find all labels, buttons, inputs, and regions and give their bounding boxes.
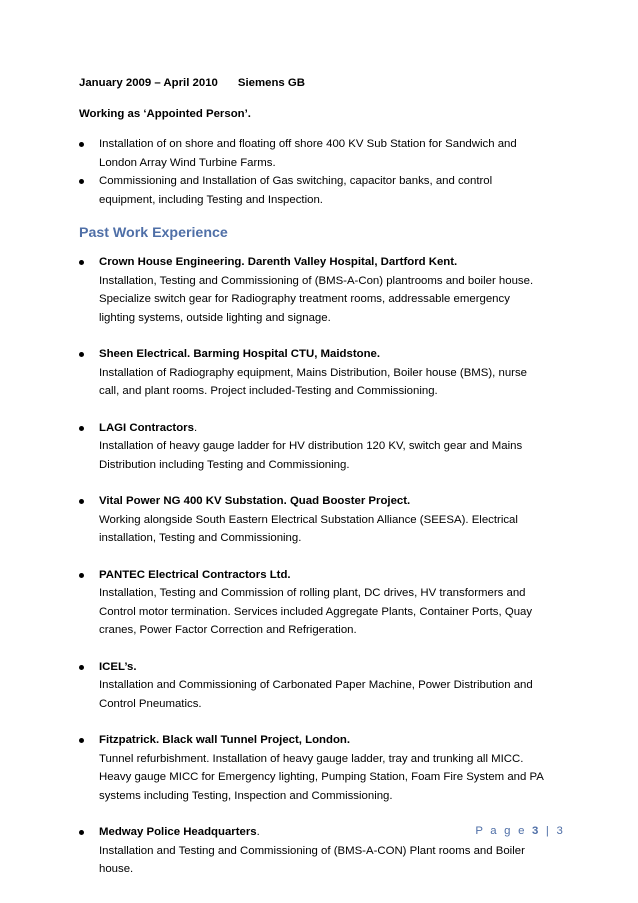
list-item <box>79 345 564 401</box>
item-title: ICEL’s. <box>99 660 137 673</box>
bullet-icon <box>79 738 84 743</box>
item-line: Heavy gauge MICC for Emergency lighting, Pumping Station, Foam Fire System and PA <box>99 771 544 783</box>
list-item <box>79 658 564 714</box>
role-line: Working as ‘Appointed Person’. <box>79 107 251 120</box>
bullet-icon <box>79 499 84 504</box>
page-separator: | <box>545 825 552 837</box>
item-line: Installation, Testing and Commission of rolling plant, DC drives, HV transformers and <box>99 587 526 599</box>
item-title-suffix: . <box>256 826 260 838</box>
item-title: PANTEC Electrical Contractors Ltd. <box>99 568 291 581</box>
item-line: Installation and Testing and Commissioning of (BMS-A-CON) Plant rooms and Boiler <box>99 844 525 857</box>
item-line: Specialize switch gear for Radiography treatment rooms, addressable emergency <box>99 293 510 305</box>
item-title: Fitzpatrick. Black wall Tunnel Project, London. <box>99 734 351 746</box>
item-line: London Array Wind Turbine Farms. <box>99 156 276 169</box>
item-line: house. <box>99 863 134 875</box>
total-pages: 3 <box>556 825 565 837</box>
bullet-icon <box>79 260 84 265</box>
item-line: Distribution including Testing and Commissioning. <box>99 458 350 471</box>
item-line: call, and plant rooms. Project included-Testing and Commissioning. <box>99 385 438 397</box>
item-title: Medway Police Headquarters <box>99 826 257 838</box>
bullet-icon <box>79 352 84 357</box>
item-line: Installation and Commissioning of Carbonated Paper Machine, Power Distribution and <box>99 679 533 691</box>
item-line: Working alongside South Eastern Electrical Substation Alliance (SEESA). Electrical <box>99 513 518 526</box>
item-title: Vital Power NG 400 KV Substation. Quad Booster Project. <box>99 495 411 507</box>
item-title: Sheen Electrical. Barming Hospital CTU, Maidstone. <box>99 348 381 360</box>
item-line: equipment, including Testing and Inspection. <box>99 193 323 206</box>
list-item <box>79 419 564 475</box>
list-item <box>79 253 564 327</box>
item-line: Installation of heavy gauge ladder for HV distribution 120 KV, switch gear and Mains <box>99 440 523 452</box>
bullet-icon <box>79 665 84 670</box>
item-line: Control motor termination. Services included Aggregate Plants, Container Ports, Quay <box>99 605 533 618</box>
employment-company: Siemens GB <box>237 77 305 89</box>
employment-header <box>79 74 564 93</box>
item-line: lighting systems, outside lighting and signage. <box>99 311 331 324</box>
current-duties-list <box>79 135 564 209</box>
list-item <box>79 172 564 209</box>
section-title: Past Work Experience <box>79 225 228 241</box>
item-line: Installation of on shore and floating off shore 400 KV Sub Station for Sandwich and <box>99 138 517 150</box>
list-item <box>79 731 564 805</box>
item-line: Commissioning and Installation of Gas switching, capacitor banks, and control <box>99 175 493 187</box>
bullet-icon <box>79 142 84 147</box>
item-line: cranes, Power Factor Correction and Refrigeration. <box>99 624 357 636</box>
bullet-icon <box>79 426 84 431</box>
item-line: systems including Testing, Inspection and Commissioning. <box>99 789 393 802</box>
list-item <box>79 135 564 172</box>
bullet-icon <box>79 179 84 184</box>
item-title-line <box>99 419 564 438</box>
page-footer <box>470 822 565 841</box>
page-label: P a g e <box>475 825 527 837</box>
item-line: Control Pneumatics. <box>99 697 202 710</box>
item-title: LAGI Contractors <box>99 421 194 434</box>
page-number: 3 <box>531 825 541 837</box>
list-item <box>79 492 564 548</box>
page-content <box>79 74 564 897</box>
employment-dates: January 2009 – April 2010 <box>79 77 218 89</box>
item-title-suffix: . <box>193 421 198 434</box>
item-line: Installation, Testing and Commissioning of (BMS-A-Con) plantrooms and boiler house. <box>99 274 534 287</box>
item-line: Installation of Radiography equipment, Mains Distribution, Boiler house (BMS), nurse <box>99 366 527 379</box>
bullet-icon <box>79 573 84 578</box>
item-line: installation, Testing and Commissioning. <box>99 532 302 544</box>
list-item <box>79 566 564 640</box>
item-title: Crown House Engineering. Darenth Valley Hospital, Dartford Kent. <box>99 256 458 268</box>
past-experience-list <box>79 253 564 879</box>
item-line: Tunnel refurbishment. Installation of heavy gauge ladder, tray and trunking all MICC. <box>99 752 524 765</box>
bullet-icon <box>79 830 84 835</box>
